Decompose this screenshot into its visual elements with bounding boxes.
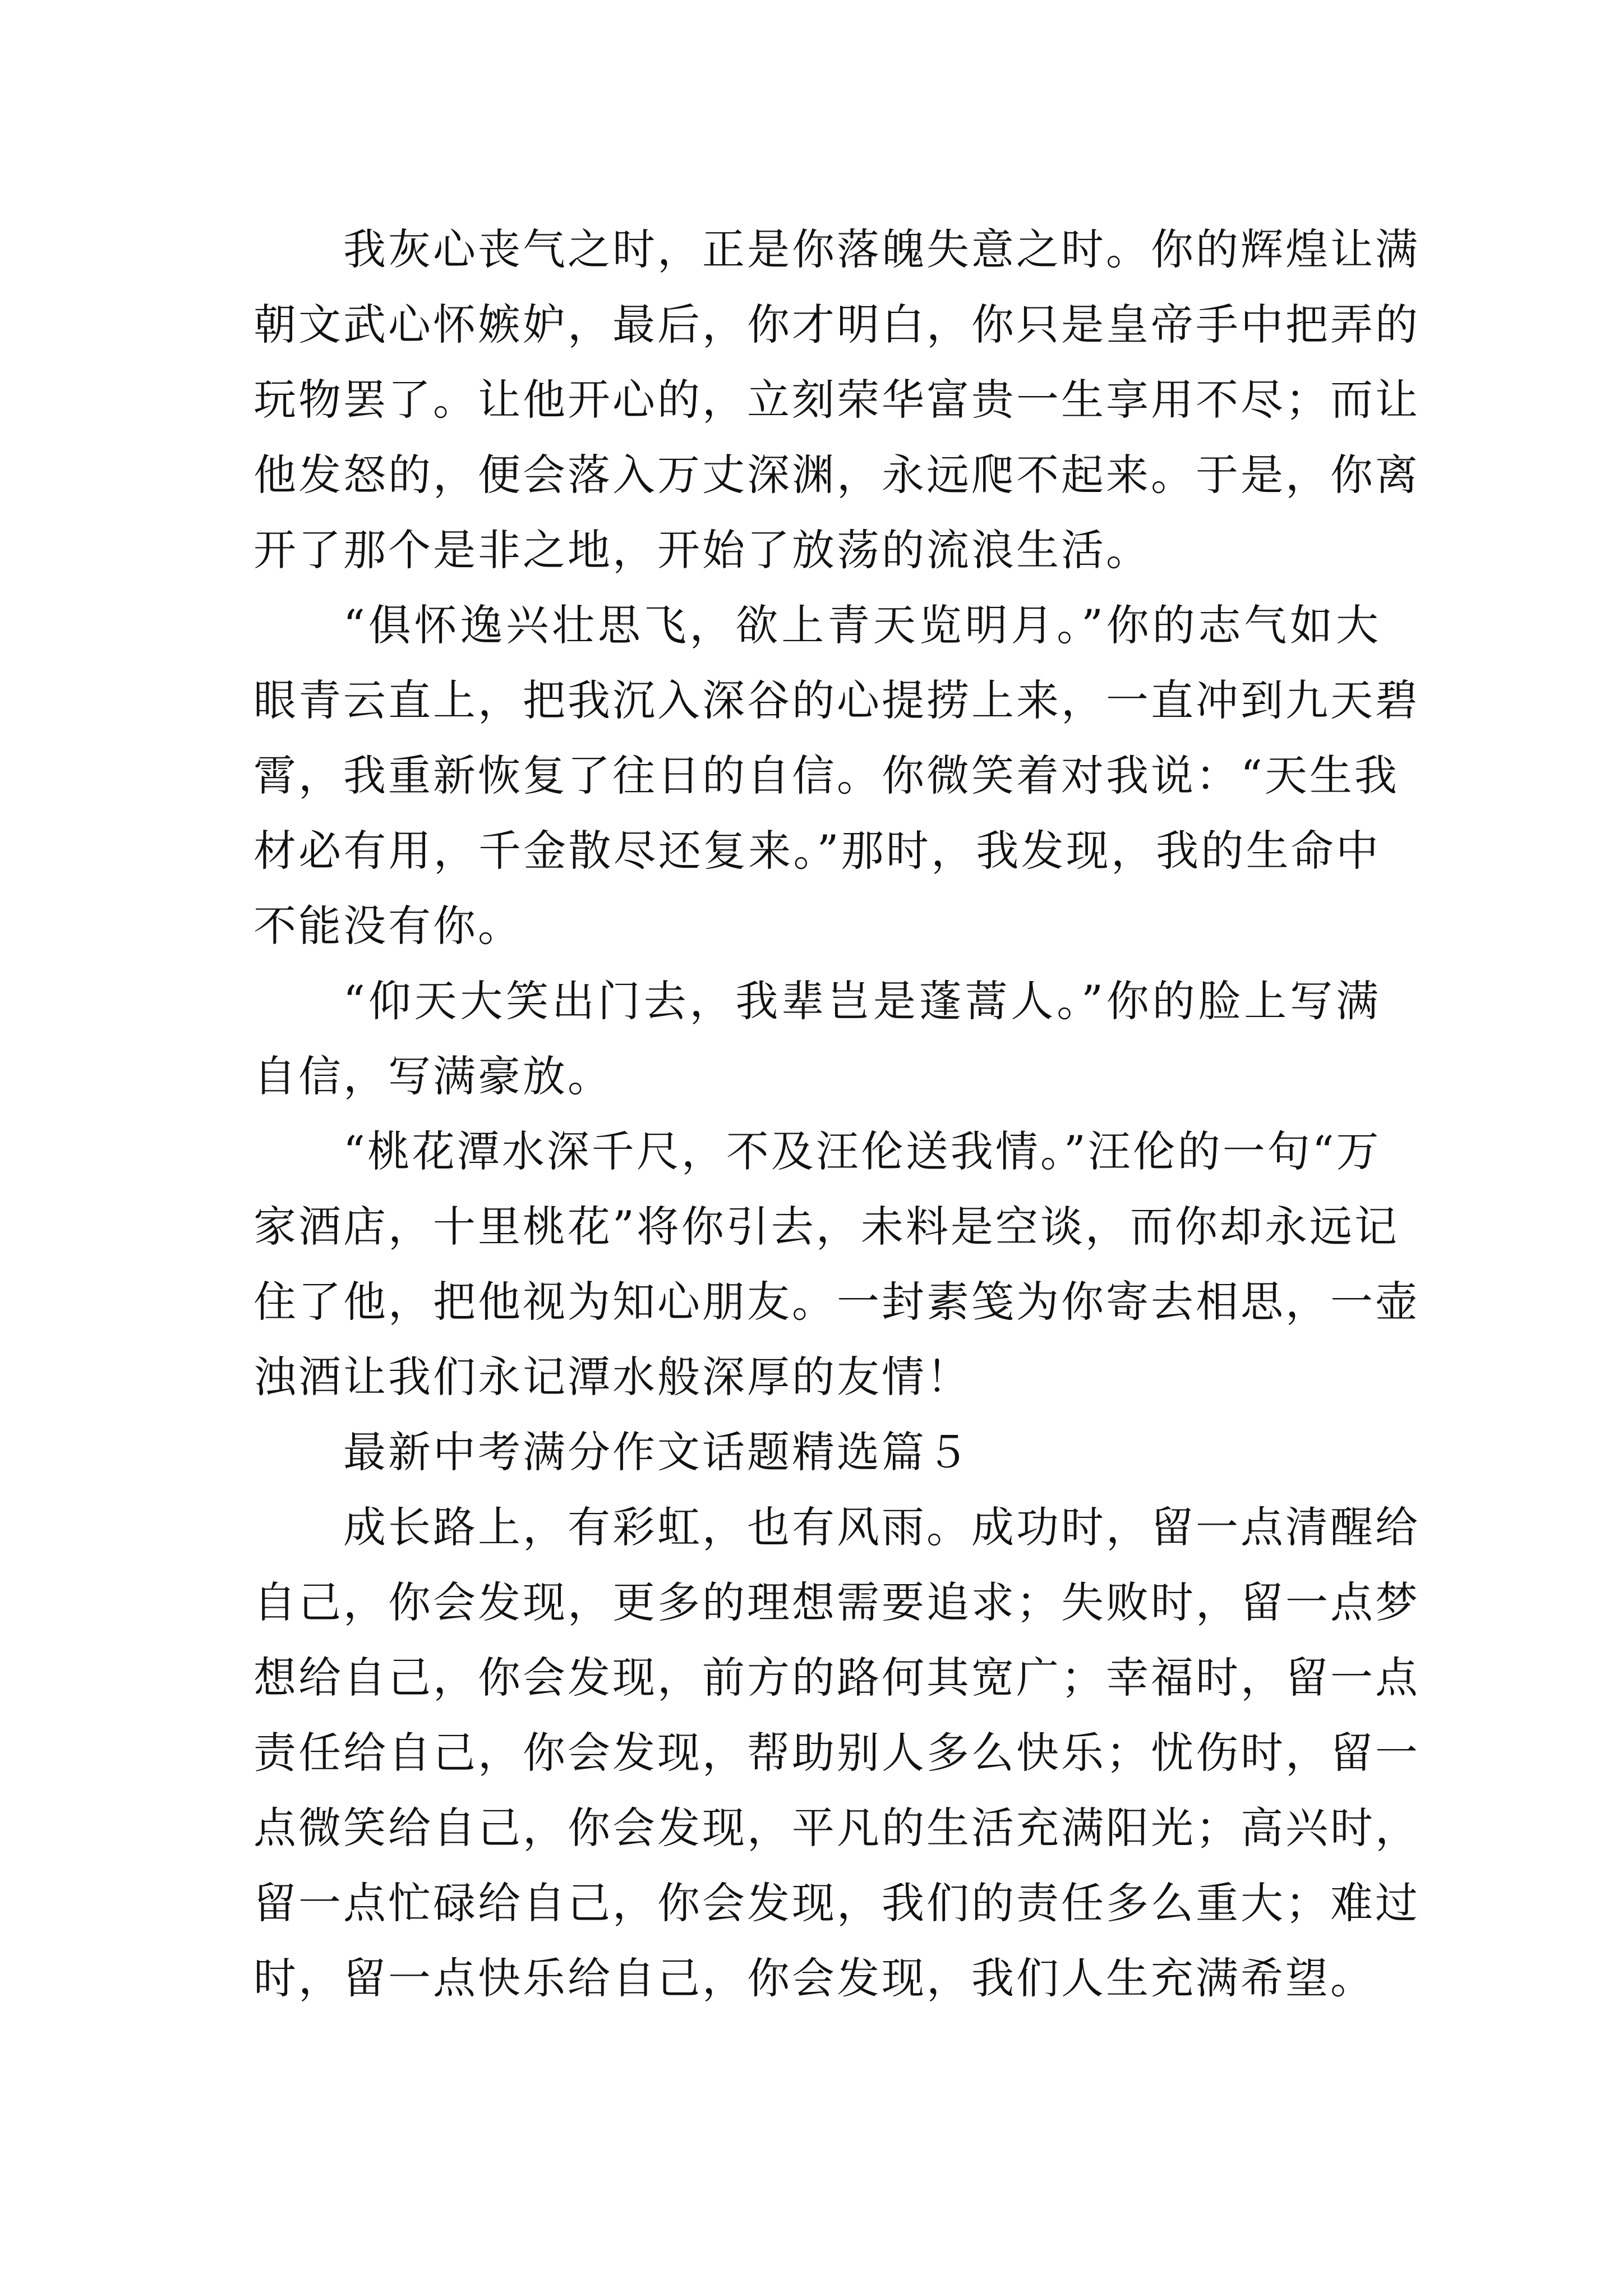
paragraph-5 — [253, 1490, 1420, 2016]
paragraph-line: “俱怀逸兴壮思飞，欲上青天览明月。”你的志气如大 — [343, 600, 1381, 650]
paragraph-line: “桃花潭水深千尺，不及汪伦送我情。”汪伦的一句“万 — [343, 1126, 1381, 1176]
paragraph-line: 时，留一点快乐给自己，你会发现，我们人生充满希望。 — [253, 1953, 1375, 2003]
paragraph-line: 玩物罢了。让他开心的，立刻荣华富贵一生享用不尽；而让 — [253, 375, 1420, 425]
paragraph-2 — [253, 588, 1420, 964]
paragraph-line: 住了他，把他视为知心朋友。一封素笺为你寄去相思，一壶 — [253, 1277, 1420, 1327]
paragraph-line: 开了那个是非之地，开始了放荡的流浪生活。 — [253, 525, 1151, 575]
paragraph-line: 霄，我重新恢复了往日的自信。你微笑着对我说：“天生我 — [253, 751, 1399, 800]
paragraph-line: 点微笑给自己，你会发现，平凡的生活充满阳光；高兴时， — [253, 1803, 1420, 1853]
paragraph-4 — [253, 1114, 1420, 1415]
paragraph-line: 朝文武心怀嫉妒，最后，你才明白，你只是皇帝手中把弄的 — [253, 300, 1420, 349]
paragraph-line: “仰天大笑出门去，我辈岂是蓬蒿人。”你的脸上写满 — [343, 976, 1381, 1026]
paragraph-line: 成长路上，有彩虹，也有风雨。成功时，留一点清醒给 — [343, 1502, 1420, 1552]
paragraph-3 — [253, 964, 1381, 1114]
paragraph-line: 他发怒的，便会落入万丈深渊，永远爬不起来。于是，你离 — [253, 450, 1420, 500]
paragraph-line: 眼青云直上，把我沉入深谷的心提捞上来，一直冲到九天碧 — [253, 675, 1420, 725]
article-body — [253, 212, 1420, 2016]
paragraph-line: 我灰心丧气之时，正是你落魄失意之时。你的辉煌让满 — [343, 224, 1420, 274]
section-heading: 最新中考满分作文话题精选篇５ — [343, 1427, 971, 1477]
paragraph-line: 自己，你会发现，更多的理想需要追求；失败时，留一点梦 — [253, 1577, 1420, 1627]
paragraph-line: 不能没有你。 — [253, 901, 523, 951]
paragraph-line: 责任给自己，你会发现，帮助别人多么快乐；忧伤时，留一 — [253, 1728, 1420, 1778]
paragraph-line: 留一点忙碌给自己，你会发现，我们的责任多么重大；难过 — [253, 1878, 1420, 1928]
paragraph-line: 浊酒让我们永记潭水般深厚的友情！ — [253, 1352, 971, 1402]
paragraph-line: 自信，写满豪放。 — [253, 1051, 612, 1101]
paragraph-line: 想给自己，你会发现，前方的路何其宽广；幸福时，留一点 — [253, 1653, 1420, 1703]
paragraph-1 — [253, 212, 1420, 588]
paragraph-line: 材必有用，千金散尽还复来。”那时，我发现，我的生命中 — [253, 826, 1381, 876]
paragraph-line: 家酒店，十里桃花”将你引去，未料是空谈，而你却永远记 — [253, 1202, 1399, 1251]
